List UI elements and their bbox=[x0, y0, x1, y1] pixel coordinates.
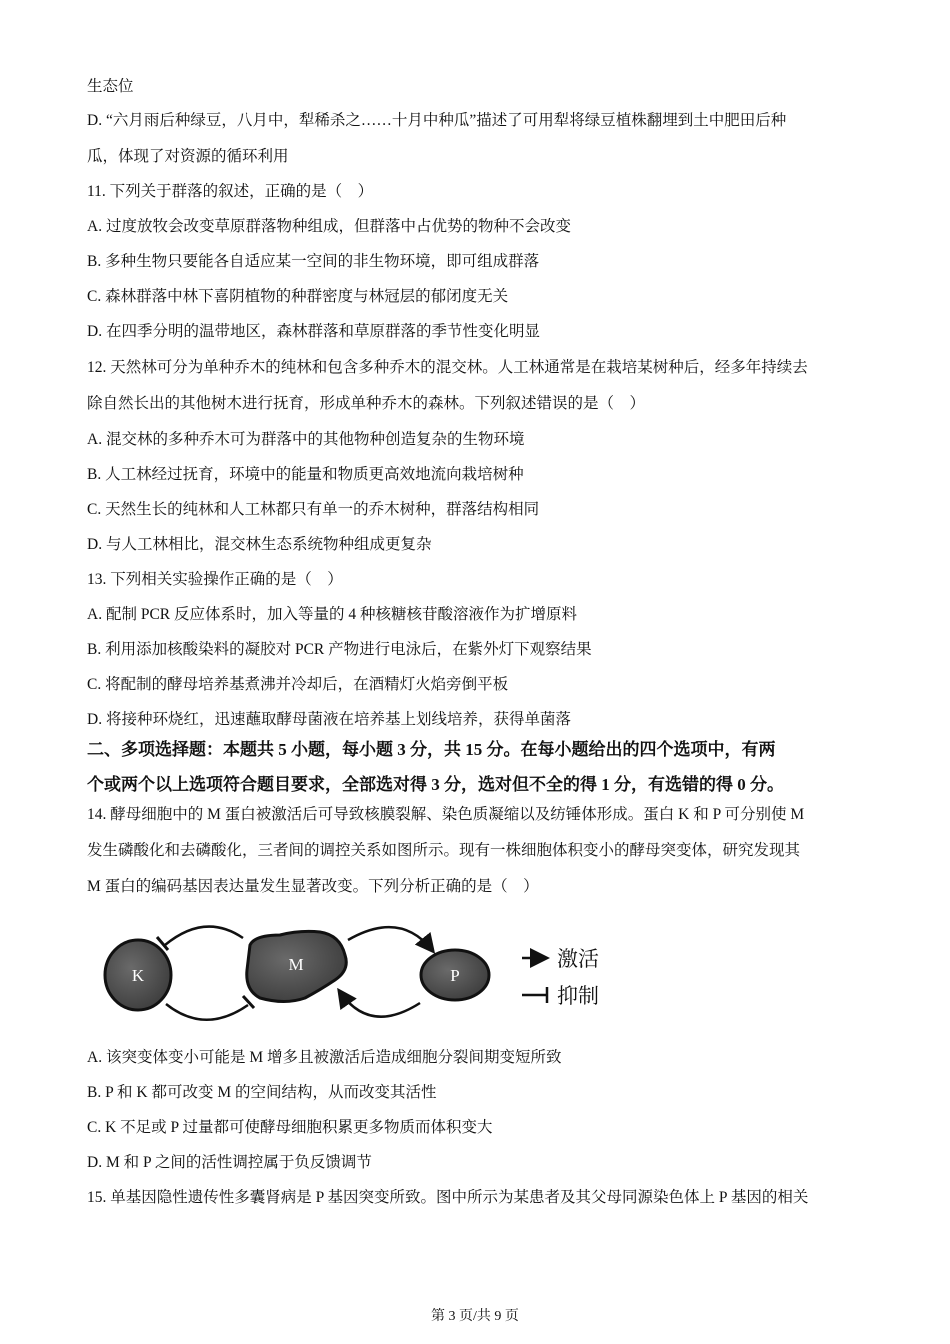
activate-arrow-m-p bbox=[348, 927, 432, 950]
node-m-label: M bbox=[288, 955, 304, 974]
option-d: D. 在四季分明的温带地区，森林群落和草原群落的季节性变化明显 bbox=[87, 323, 540, 340]
question-13: 13. 下列相关实验操作正确的是（ ） bbox=[87, 571, 343, 588]
text-line: 生态位 bbox=[87, 78, 134, 95]
option-a: A. 配制 PCR 反应体系时，加入等量的 4 种核糖核苷酸溶液作为扩增原料 bbox=[87, 606, 577, 623]
legend-inhibit-label: 抑制 bbox=[557, 984, 599, 1008]
option-c: C. 将配制的酵母培养基煮沸并冷却后，在酒精灯火焰旁倒平板 bbox=[87, 676, 509, 693]
option-b: B. 利用添加核酸染料的凝胶对 PCR 产物进行电泳后，在紫外灯下观察结果 bbox=[87, 641, 592, 658]
page-footer: 第 3 页/共 9 页 bbox=[431, 1309, 519, 1324]
option-b: B. 人工林经过抚育，环境中的能量和物质更高效地流向栽培树种 bbox=[87, 466, 524, 483]
section-heading: 个或两个以上选项符合题目要求，全部选对得 3 分，选对但不全的得 1 分，有选错的得 0 分。 bbox=[87, 775, 784, 794]
option-a: A. 过度放牧会改变草原群落物种组成，但群落中占优势的物种不会改变 bbox=[87, 218, 571, 235]
text-line: M 蛋白的编码基因表达量发生显著改变。下列分析正确的是（ ） bbox=[87, 878, 539, 895]
question-11: 11. 下列关于群落的叙述，正确的是（ ） bbox=[87, 183, 374, 200]
text-line: 发生磷酸化和去磷酸化，三者间的调控关系如图所示。现有一株细胞体积变小的酵母突变体，研究发现其 bbox=[87, 842, 801, 859]
option-b: B. P 和 K 都可改变 M 的空间结构，从而改变其活性 bbox=[87, 1084, 437, 1101]
option-d: D. 将接种环烧红，迅速蘸取酵母菌液在培养基上划线培养，获得单菌落 bbox=[87, 711, 571, 728]
option-d: D. M 和 P 之间的活性调控属于负反馈调节 bbox=[87, 1154, 372, 1171]
section-heading: 二、多项选择题：本题共 5 小题，每小题 3 分，共 15 分。在每小题给出的四个选项中，有两 bbox=[87, 740, 776, 759]
text-line: 除自然长出的其他树木进行抚育，形成单种乔木的森林。下列叙述错误的是（ ） bbox=[87, 395, 646, 412]
text-line: 瓜，体现了对资源的循环利用 bbox=[87, 148, 289, 165]
option-c: C. 森林群落中林下喜阴植物的种群密度与林冠层的郁闭度无关 bbox=[87, 288, 509, 305]
inhibit-arrow-k-m bbox=[166, 1004, 248, 1020]
text-line: D. “六月雨后种绿豆，八月中，犁稀杀之……十月中种瓜”描述了可用犁将绿豆植株翻埋到土中肥田后种 bbox=[87, 112, 787, 129]
legend-activate-label: 激活 bbox=[557, 947, 599, 971]
question-15: 15. 单基因隐性遗传性多囊肾病是 P 基因突变所致。图中所示为某患者及其父母同源染色体上 P 基因的相关 bbox=[87, 1189, 809, 1206]
question-14: 14. 酵母细胞中的 M 蛋白被激活后可导致核膜裂解、染色质凝缩以及纺锤体形成。蛋白 K 和 P 可分别使 M bbox=[87, 806, 805, 823]
activate-arrow-p-m bbox=[340, 992, 420, 1017]
option-c: C. K 不足或 P 过量都可使酵母细胞积累更多物质而体积变大 bbox=[87, 1119, 493, 1136]
option-c: C. 天然生长的纯林和人工林都只有单一的乔木树种，群落结构相同 bbox=[87, 501, 540, 518]
option-a: A. 该突变体变小可能是 M 增多且被激活后造成细胞分裂间期变短所致 bbox=[87, 1049, 562, 1066]
question-12: 12. 天然林可分为单种乔木的纯林和包含多种乔木的混交林。人工林通常是在栽培某树种后，经多年持续去 bbox=[87, 359, 808, 376]
option-d: D. 与人工林相比，混交林生态系统物种组成更复杂 bbox=[87, 536, 432, 553]
inhibit-arrow-m-k bbox=[165, 927, 243, 945]
option-b: B. 多种生物只要能各自适应某一空间的非生物环境，即可组成群落 bbox=[87, 253, 540, 270]
option-a: A. 混交林的多种乔木可为群落中的其他物种创造复杂的生物环境 bbox=[87, 431, 525, 448]
node-k-label: K bbox=[131, 966, 145, 985]
node-p-label: P bbox=[450, 966, 460, 985]
